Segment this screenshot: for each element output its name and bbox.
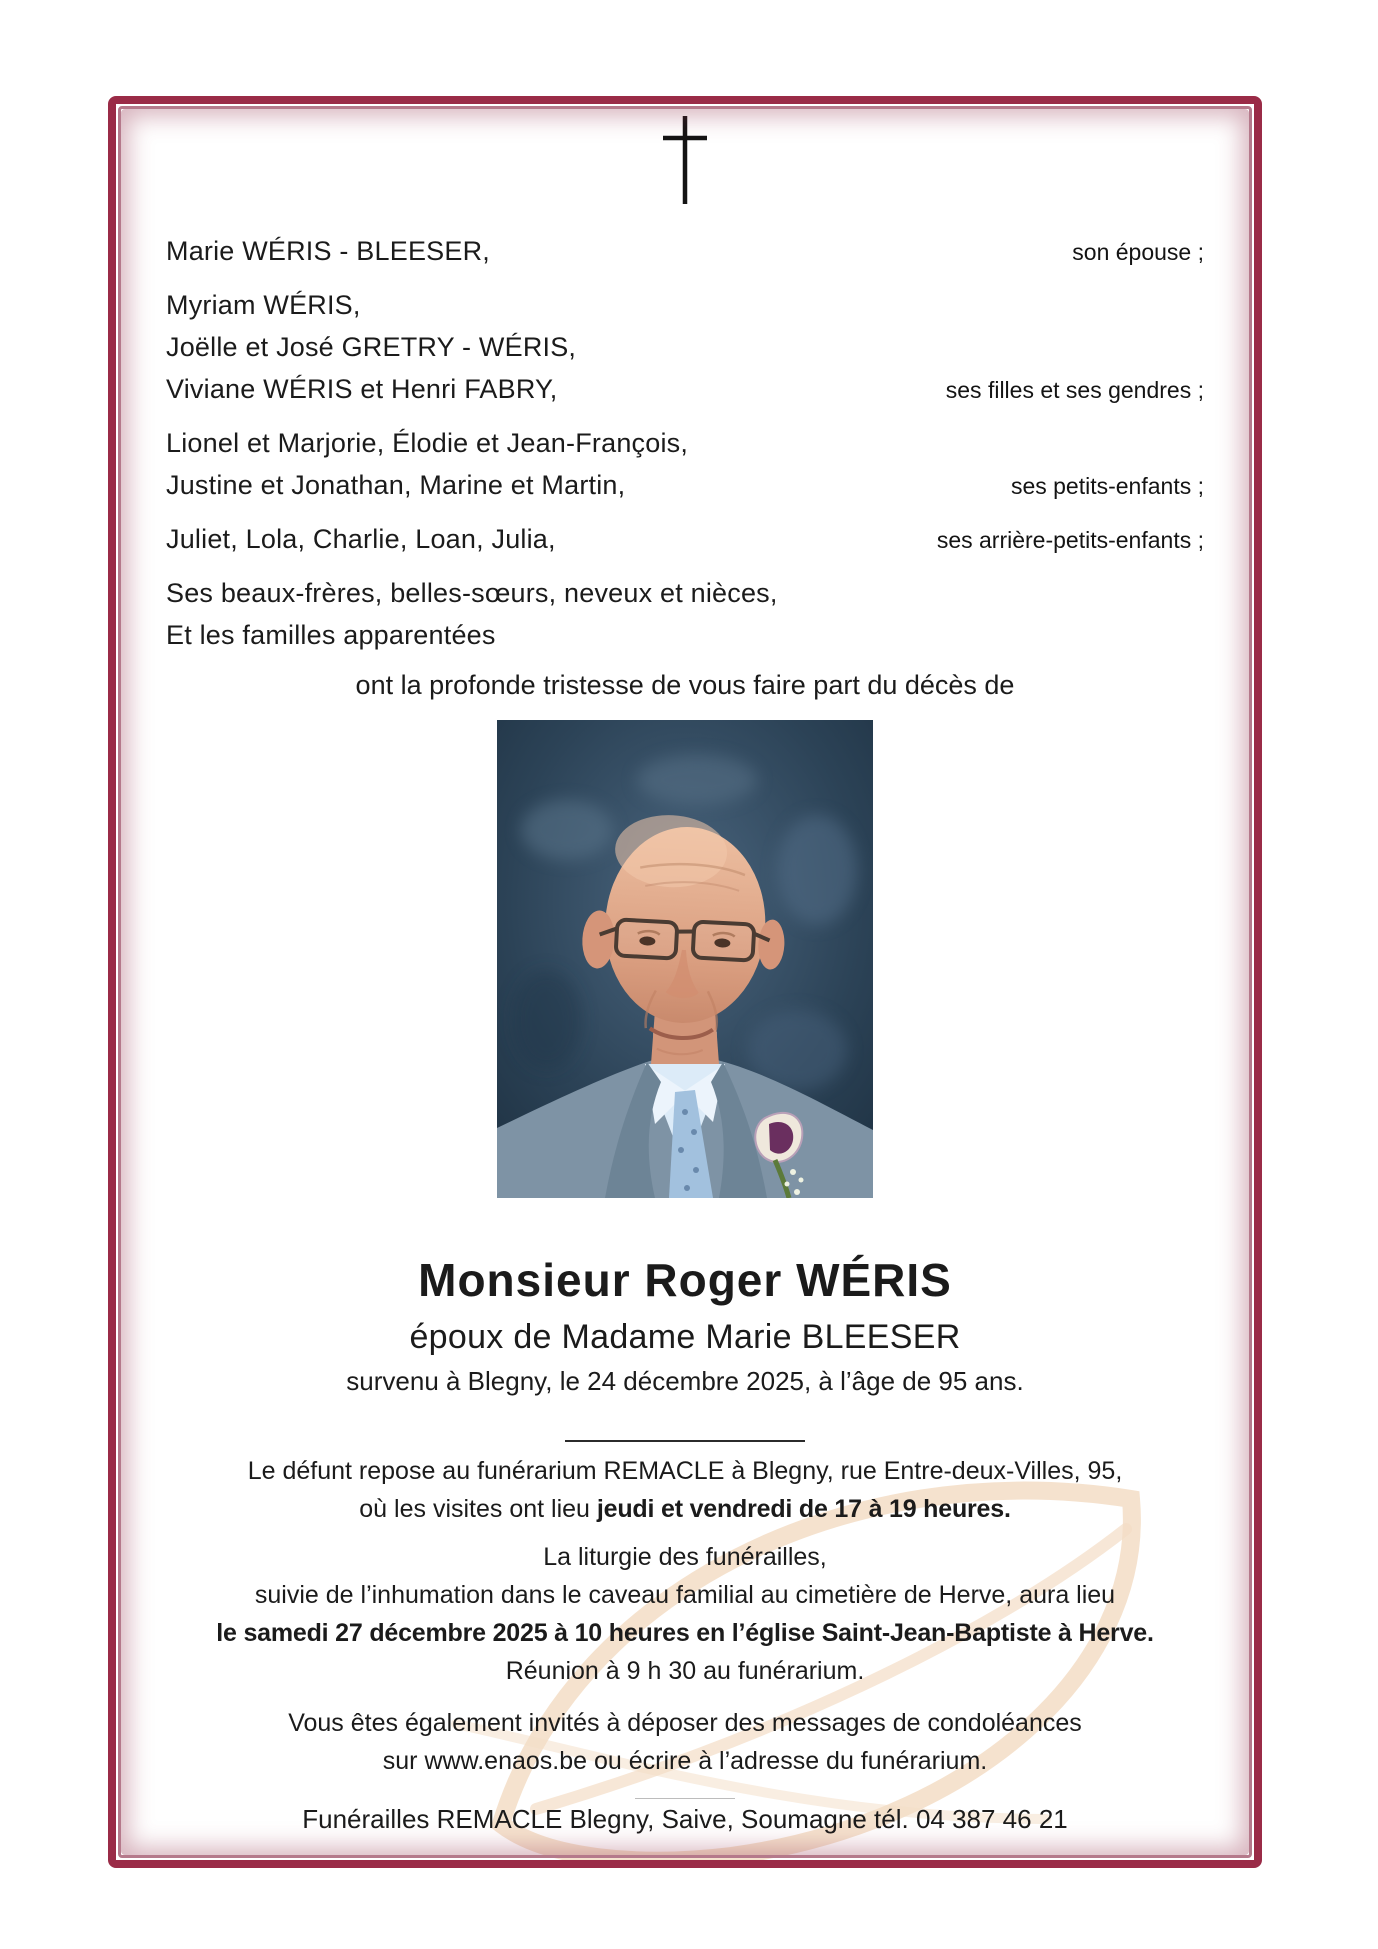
mourner-group [166, 284, 1204, 410]
detail-segment: suivie de l’inhumation dans le caveau familial au cimetière de Herve, aura lieu [254, 1581, 1116, 1609]
section-divider [565, 1440, 805, 1442]
funeral-home-footer: Funérailles REMACLE Blegny, Saive, Soumagne tél. 04 387 46 21 [302, 1804, 1068, 1834]
mourner-names: Justine et Jonathan, Marine et Martin, [166, 470, 626, 500]
mourner-names: Myriam WÉRIS, [166, 290, 361, 320]
detail-segment: Le défunt repose au funérarium REMACLE à Blegny, rue Entre-deux-Villes, 95, [247, 1457, 1123, 1485]
mourner-relation: son épouse ; [1072, 239, 1204, 265]
detail-line [116, 1538, 1254, 1576]
spouse-line: époux de Madame Marie BLEESER [409, 1318, 961, 1356]
mourner-row [166, 326, 1204, 368]
detail-segment-bold: le samedi 27 décembre 2025 à 10 heures en l’église Saint-Jean-Baptiste à Herve. [216, 1619, 1154, 1647]
mourner-group [166, 422, 1204, 506]
detail-line [116, 1652, 1254, 1690]
footer-divider [635, 1798, 735, 1799]
mourner-row [166, 284, 1204, 326]
detail-segment-bold: jeudi et vendredi de 17 à 19 heures. [596, 1495, 1011, 1523]
latin-cross-icon [661, 114, 709, 206]
funeral-details [116, 1452, 1254, 1780]
detail-segment: Vous êtes également invités à déposer des messages de condoléances [288, 1709, 1082, 1737]
deceased-name: Monsieur Roger WÉRIS [418, 1254, 952, 1306]
detail-segment: sur www.enaos.be ou écrire à l’adresse du funérarium. [382, 1747, 988, 1775]
mourner-row [166, 518, 1204, 560]
mourners-list [116, 230, 1254, 656]
mourner-names: Et les familles apparentées [166, 620, 496, 650]
mourner-names: Joëlle et José GRETRY - WÉRIS, [166, 332, 577, 362]
mourner-row [166, 368, 1204, 410]
detail-line [116, 1490, 1254, 1528]
mourner-group [166, 572, 1204, 656]
memorial-card [108, 96, 1262, 1868]
mourner-relation: ses petits-enfants ; [1010, 473, 1204, 499]
mourner-relation: ses filles et ses gendres ; [945, 377, 1204, 403]
detail-line [116, 1742, 1254, 1780]
mourner-row [166, 422, 1204, 464]
mourner-group [166, 230, 1204, 272]
mourner-names: Ses beaux-frères, belles-sœurs, neveux et nièces, [166, 578, 778, 608]
portrait-photo [497, 720, 873, 1198]
mourner-names: Marie WÉRIS - BLEESER, [166, 236, 490, 266]
detail-segment: Réunion à 9 h 30 au funérarium. [505, 1657, 865, 1685]
announcement-line: ont la profonde tristesse de vous faire part du décès de [355, 670, 1015, 700]
mourner-relation: ses arrière-petits-enfants ; [936, 527, 1204, 553]
mourner-row [166, 614, 1204, 656]
detail-line [116, 1614, 1254, 1652]
detail-segment: où les visites ont lieu [359, 1495, 597, 1523]
mourner-row [166, 464, 1204, 506]
mourner-group [166, 518, 1204, 560]
mourner-names: Juliet, Lola, Charlie, Loan, Julia, [166, 524, 556, 554]
detail-line [116, 1452, 1254, 1490]
mourner-row [166, 572, 1204, 614]
cross-wrap [116, 114, 1254, 210]
mourner-names: Viviane WÉRIS et Henri FABRY, [166, 374, 558, 404]
death-line: survenu à Blegny, le 24 décembre 2025, à l’âge de 95 ans. [346, 1366, 1024, 1396]
card-content [116, 114, 1254, 1868]
mourner-row [166, 230, 1204, 272]
detail-line [116, 1576, 1254, 1614]
detail-line [116, 1704, 1254, 1742]
detail-segment: La liturgie des funérailles, [543, 1543, 827, 1571]
mourner-names: Lionel et Marjorie, Élodie et Jean-François, [166, 428, 689, 458]
